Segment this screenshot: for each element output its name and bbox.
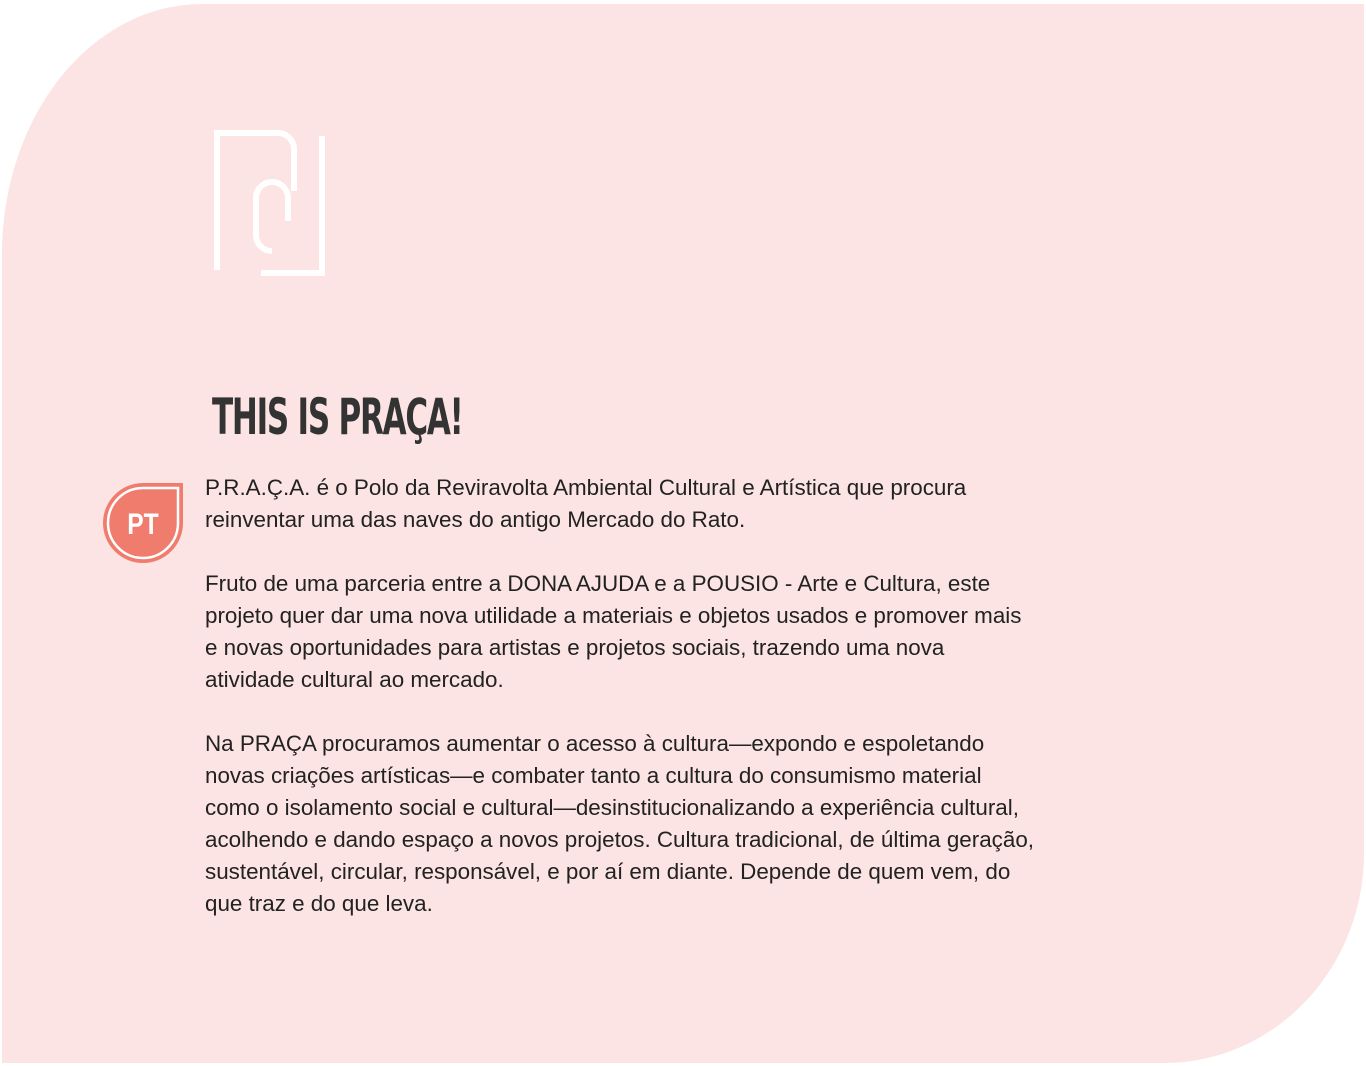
mission-paragraph: Na PRAÇA procuramos aumentar o acesso à cultura—expondo e espoletando novas criações artísticas—e combater tanto a cultura do consumismo material como o isolamento social e cultural—desinstitucionalizando a experiência cultural, acolhendo e dando espaço a novos projetos. Cultura tradicional, de última geração, sustentável, circular, responsável, e por aí em diante. Depende de quem vem, do que traz e do que leva.	[205, 731, 1034, 916]
language-badge-label: PT	[127, 506, 159, 541]
about-card	[2, 4, 1364, 1063]
intro-paragraph: P.R.A.Ç.A. é o Polo da Reviravolta Ambiental Cultural e Artística que procura reinventar uma das naves do antigo Mercado do Rato.	[205, 475, 967, 532]
praca-logo-icon	[214, 130, 326, 276]
partnership-paragraph: Fruto de uma parceria entre a DONA AJUDA e a POUSIO - Arte e Cultura, este projeto quer dar uma nova utilidade a materiais e objetos usados e promover mais e novas oportunidades para artistas e projetos sociais, trazendo uma nova atividade cultural ao mercado.	[205, 571, 1022, 692]
language-toggle-button[interactable]	[102, 482, 184, 564]
intro-text	[205, 472, 1035, 952]
page-title: THIS IS PRAÇA!	[212, 388, 463, 446]
